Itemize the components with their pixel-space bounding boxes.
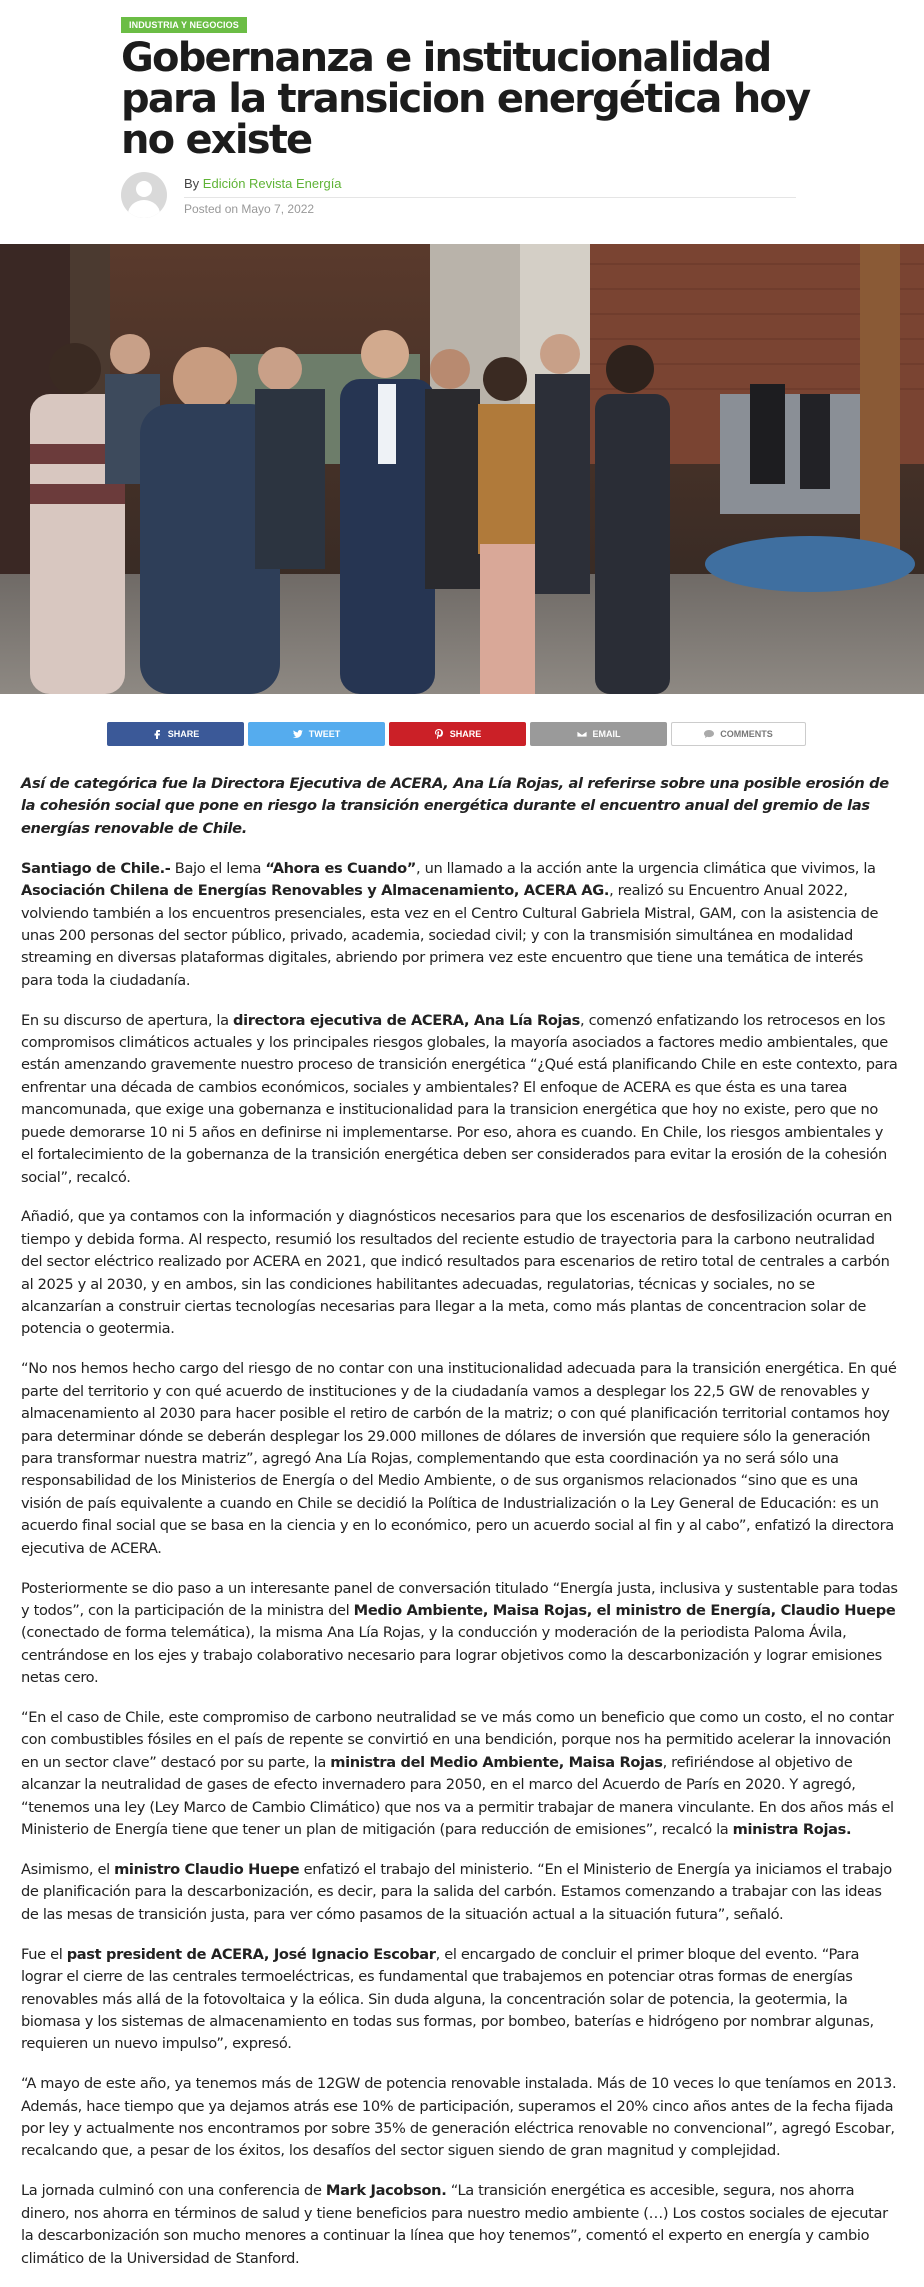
paragraph-10: La jornada culminó con una conferencia de Mark Jacobson. “La transición energética es accesible, segura, nos ahorra dinero, nos ahorra en términos de salud y tiene beneficios para nuestro medio ambiente (…) Los costos sociales de ejecutar la descarbonización son mucho menores a continuar la línea que hoy tenemos”, comentó el experto en energía y cambio climático de la Universidad de Stanford. <box>21 2182 888 2267</box>
paragraph-9: “A mayo de este año, ya tenemos más de 12GW de potencia renovable instalada. Más de 10 veces lo que teníamos en 2013. Además, hace tiempo que ya dejamos atrás ese 10% de participación, superamos el 20% cinco años antes de la fecha fijada por ley y actualmente nos encontramos por sobre 35% de generación eléctrica renovable no convencional”, agregó Escobar, recalcando que, a pesar de los éxitos, los desafíos del sector siguen siendo de gran magnitud y complejidad. <box>21 2075 897 2160</box>
article-body <box>21 773 898 2287</box>
share-facebook-label: SHARE <box>167 729 200 739</box>
pinterest-icon <box>434 729 444 739</box>
post-date: Posted on Mayo 7, 2022 <box>184 202 315 216</box>
twitter-icon <box>293 729 303 739</box>
byline-prefix: By <box>184 176 200 191</box>
paragraph-6: “En el caso de Chile, este compromiso de carbono neutralidad se ve más como un beneficio que como un costo, el no contar con combustibles fósiles en el país de repente se convirtió en una bendición, porque nos ha permitido acelerar la innovación en un sector clave” destacó por su parte, la ministra del Medio Ambiente, Maisa Rojas, refiriéndose al objetivo de alcanzar la neutralidad de gases de efecto invernadero para 2050, en el marco del Acuerdo de París en 2020. Y agregó, “tenemos una ley (Ley Marco de Cambio Climático) que nos va a permitir trabajar de manera vinculante. En dos años más el Ministerio de Energía tiene que tener un plan de mitigación (para reducción de emisiones”, recalcó la ministra Rojas. <box>21 1709 894 1839</box>
paragraph-7: Asimismo, el ministro Claudio Huepe enfatizó el trabajo del ministerio. “En el Ministerio de Energía ya iniciamos el trabajo de planificación para la descarbonización, es decir, para la salida del carbón. Estamos comenzando a trabajar con las ideas de las mesas de transición justa, para ver cómo pasamos de la situación actual a la situación futura”, señaló. <box>21 1860 892 1923</box>
facebook-icon <box>152 729 162 739</box>
paragraph-1: Santiago de Chile.- Bajo el lema “Ahora es Cuando”, un llamado a la acción ante la urgencia climática que vivimos, la Asociación Chilena de Energías Renovables y Almacenamiento, ACERA AG., realizó su Encuentro Anual 2022, volviendo también a los encuentros presenciales, esta vez en el Centro Cultural Gabriela Mistral, GAM, con la asistencia de unas 200 personas del sector público, privado, academia, sociedad civil; y con la transmisión simultánea en modalidad streaming en diversas plataformas digitales, abriendo por primera vez este encuentro que tiene una temática de interés para toda la ciudadanía. <box>21 859 879 989</box>
comment-icon <box>704 729 714 739</box>
hero-photo <box>0 244 924 694</box>
share-pinterest-button[interactable] <box>389 722 526 746</box>
paragraph-4: “No nos hemos hecho cargo del riesgo de no contar con una institucionalidad adecuada para la transición energética. En qué parte del territorio y con qué acuerdo de instituciones y de la ciudadanía vamos a desplegar los 22,5 GW de renovables y almacenamiento al 2030 para hacer posible el retiro de carbón de la matriz; o con qué planificación territorial contamos hoy para determinar dónde se deberán desplegar los 29.000 millones de dólares de inversión que requiere sólo la generación para transformar nuestra matriz”, agregó Ana Lía Rojas, complementando que esta coordinación ya no será sólo una responsabilidad de los Ministerios de Energía o del Medio Ambiente, o de sus organismos relacionados “sino que es una visión de país equivalente a cuando en Chile se decidió la Política de Industrialización o la Ley General de Educación: es un acuerdo final social que se basa en la ciencia y en lo económico, pero un acuerdo social al fin y al cabo”, enfatizó la directora ejecutiva de ACERA. <box>21 1360 897 1557</box>
envelope-icon <box>577 729 587 739</box>
lead-paragraph: Así de categórica fue la Directora Ejecutiva de ACERA, Ana Lía Rojas, al referirse sobre una posible erosión de la cohesión social que pone en riesgo la transición energética durante el encuentro anual del gremio de las energías renovable de Chile. <box>21 775 889 837</box>
share-pinterest-label: SHARE <box>449 729 482 739</box>
article-title: Gobernanza e institucionalidad para la transicion energética hoy no existe <box>121 35 810 163</box>
category-badge[interactable]: INDUSTRIA Y NEGOCIOS <box>121 17 247 33</box>
share-email-button[interactable] <box>530 722 667 746</box>
share-twitter-button[interactable] <box>248 722 385 746</box>
comments-button[interactable] <box>671 722 806 746</box>
comments-label: COMMENTS <box>720 729 773 739</box>
paragraph-3: Añadió, que ya contamos con la información y diagnósticos necesarios para que los escenarios de desfosilización ocurran en tiempo y debida forma. Al respecto, resumió los resultados del reciente estudio de trayectoria para la carbono neutralidad del sector eléctrico realizado por ACERA en 2021, que indicó resultados para escenarios de retiro total de centrales a carbón al 2025 y al 2030, y en ambos, sin las condiciones habilitantes adecuadas, regulatorias, técnicas y sociales, no se alcanzarían a construir ciertas tecnologías necesarias para llegar a la meta, como más plantas de concentracion solar de potencia o geotermia. <box>21 1208 893 1338</box>
paragraph-5: Posteriormente se dio paso a un interesante panel de conversación titulado “Energía justa, inclusiva y sustentable para todas y todos”, con la participación de la ministra del Medio Ambiente, Maisa Rojas, el ministro de Energía, Claudio Huepe (conectado de forma telemática), la misma Ana Lía Rojas, y la conducción y moderación de la periodista Paloma Ávila, centrándose en los ejes y trabajo colaborativo necesario para lograr objetivos como la descarbonización y lograr emisiones netas cero. <box>21 1579 898 1687</box>
author-link[interactable]: Edición Revista Energía <box>202 176 342 191</box>
author-avatar[interactable] <box>121 172 167 218</box>
byline-divider <box>184 197 796 198</box>
share-twitter-label: TWEET <box>308 729 341 739</box>
paragraph-2: En su discurso de apertura, la directora ejecutiva de ACERA, Ana Lía Rojas, comenzó enfatizando los retrocesos en los compromisos climáticos actuales y los principales riesgos globales, la mayoría asociados a factores medio ambientales, que están amenzando gravemente nuestro proceso de transición energética “¿Qué está planificando Chile en este contexto, para enfrentar una década de cambios económicos, sociales y ambientales? El enfoque de ACERA es que ésta es una tarea mancomunada, que exige una gobernanza e institucionalidad para la transicion energética que hoy no existe, pero que no puede demorarse 10 ni 5 años en definirse ni implementarse. Por eso, ahora es cuando. En Chile, los riesgos ambientales y el fortalecimiento de la gobernanza de la transición energética deben ser considerados para evitar la erosión de la cohesión social”, recalcó. <box>21 1011 898 1186</box>
share-email-label: EMAIL <box>592 729 621 739</box>
byline <box>184 176 342 191</box>
paragraph-8: Fue el past president de ACERA, José Ignacio Escobar, el encargado de concluir el primer bloque del evento. “Para lograr el cierre de las centrales termoeléctricas, es fundamental que trabajemos en potenciar otras formas de energías renovables más allá de la fotovoltaica y la eólica. Sin duda alguna, la concentración solar de potencia, la geotermia, la biomasa y los sistemas de almacenamiento en todas sus formas, por bombeo, baterías e hidrógeno por nombrar algunas, requieren un nuevo impulso”, expresó. <box>21 1945 874 2053</box>
share-facebook-button[interactable] <box>107 722 244 746</box>
